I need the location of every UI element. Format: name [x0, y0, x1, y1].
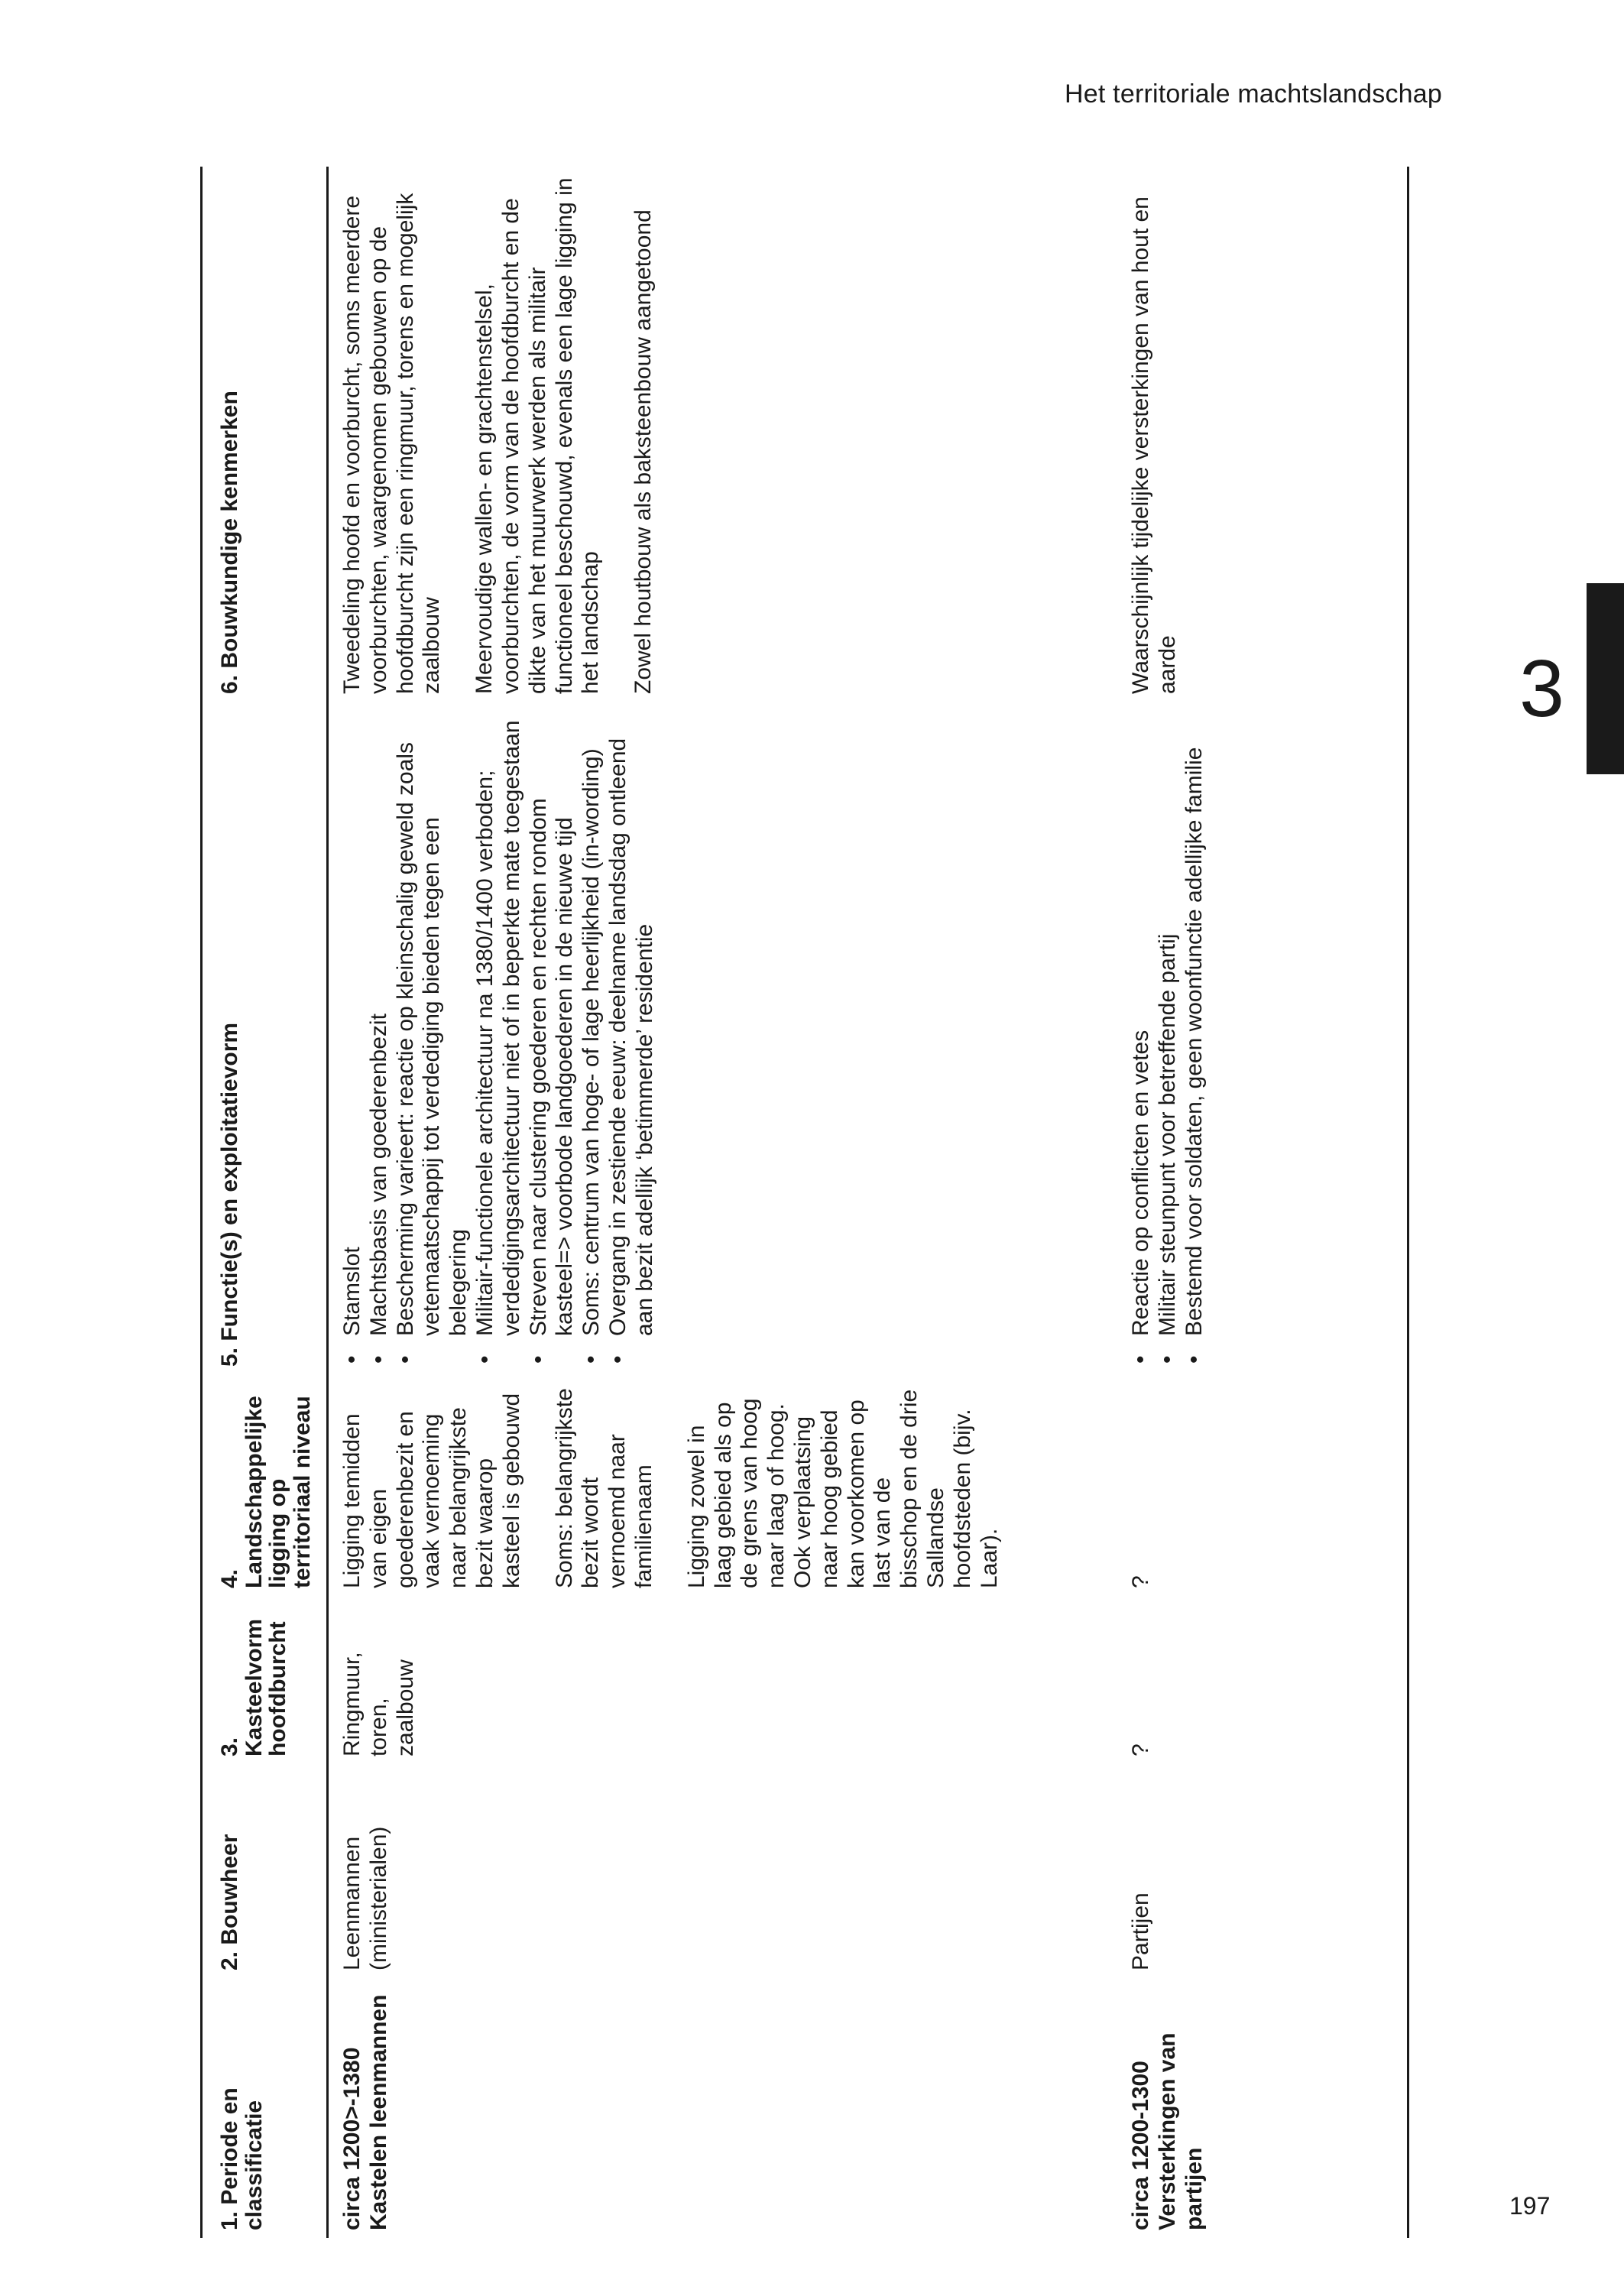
- list-item: [472, 709, 526, 1367]
- bullet-icon: •: [339, 1355, 365, 1364]
- list-item: [1128, 709, 1155, 1367]
- castle-form-cell: Ringmuur, toren, zaalbouw: [339, 1652, 418, 1756]
- table-row: [328, 167, 1118, 2238]
- bullet-icon: •: [605, 1355, 630, 1364]
- features-paragraph: Zowel houtbouw als baksteenbouw aangetoond: [630, 209, 656, 694]
- column-header-location: 4. Landschappelijke ligging op territoriaal niveau: [217, 1396, 315, 1588]
- rotated-table-container: [200, 167, 1515, 2238]
- list-item: [366, 709, 393, 1367]
- list-item: [339, 709, 366, 1367]
- column-header-period: 1. Periode en classificatie: [217, 2087, 267, 2230]
- page-number: 197: [1509, 2192, 1551, 2220]
- location-paragraph: ?: [1128, 1575, 1154, 1588]
- functions-list: [1128, 709, 1207, 1367]
- location-paragraph: Ligging temidden van eigen goederenbezit en vaak vernoeming naar belangrijkste bezit waarop kasteel is gebouwd: [339, 1393, 524, 1588]
- list-item: [1155, 709, 1182, 1367]
- chapter-tab: [1587, 583, 1624, 774]
- column-header-builder: 2. Bouwheer: [217, 1834, 242, 1970]
- list-item-text: Militair-functionele architectuur na 1380/1400 verboden; verdedigingsarchitectuur niet of in beperkte mate toegestaan: [472, 720, 524, 1336]
- list-item-text: Machtsbasis van goederenbezit: [365, 1014, 391, 1336]
- castle-classification-table: [200, 167, 1409, 2238]
- list-item-text: Streven naar clustering goederen en rechten rondom kasteel=> voorbode landgoederen in de nieuwe tijd: [525, 798, 578, 1336]
- list-item-text: Reactie op conflicten en vetes: [1128, 1030, 1154, 1336]
- bullet-icon: •: [365, 1355, 391, 1364]
- bullet-icon: •: [579, 1355, 605, 1364]
- functions-cell: [1117, 702, 1408, 1374]
- location-cell: [328, 1374, 1118, 1596]
- list-item: [1182, 709, 1208, 1367]
- table-row: [1117, 167, 1408, 2238]
- column-header-features: 6. Bouwkundige kenmerken: [217, 391, 242, 694]
- list-item-text: Militair steunpunt voor betreffende partij: [1155, 933, 1181, 1336]
- period-cell: circa 1200-1300 Versterkingen van partijen: [1128, 2032, 1207, 2230]
- period-cell: circa 1200>-1380 Kastelen leenmannen: [339, 1994, 391, 2230]
- castle-form-cell: ?: [1128, 1743, 1154, 1756]
- table-header-row: [202, 167, 328, 2238]
- list-item-text: Bescherming varieert: reactie op kleinschalig geweld zoals vetemaatschappij tot verdediging bieden tegen een belegering: [392, 741, 472, 1336]
- bullet-icon: •: [1128, 1355, 1154, 1364]
- features-paragraph: Waarschijnlijk tijdelijke versterkingen van hout en aarde: [1128, 196, 1181, 694]
- bullet-icon: •: [1181, 1355, 1207, 1364]
- chapter-number: 3: [1519, 644, 1564, 734]
- location-cell: [1117, 1374, 1408, 1596]
- running-header: Het territoriale machtslandschap: [1065, 79, 1442, 109]
- list-item: [526, 709, 579, 1367]
- functions-cell: [328, 702, 1118, 1374]
- bullet-icon: •: [392, 1355, 418, 1364]
- builder-cell: Leenmannen (ministerialen): [339, 1826, 391, 1970]
- column-header-castle-form: 3. Kasteelvorm hoofdburcht: [217, 1618, 290, 1756]
- bullet-icon: •: [1155, 1355, 1181, 1364]
- list-item-text: Soms: centrum van hoge- of lage heerlijkheid (in-wording): [579, 748, 605, 1336]
- bullet-icon: •: [472, 1355, 498, 1364]
- features-cell: [1117, 167, 1408, 702]
- features-paragraph: Tweedeling hoofd en voorburcht, soms meerdere voorburchten, waargenomen gebouwen op de hoofdburcht zijn een ringmuur, torens en mogelijk zaalbouw: [339, 193, 445, 694]
- features-paragraph: Meervoudige wallen- en grachtenstelsel, voorburchten, de vorm van de hoofdburcht en de dikte van het muurwerk werden als militair functioneel beschouwd, evenals een lage ligging in het landschap: [472, 177, 604, 694]
- location-paragraph: Soms: belangrijkste bezit wordt vernoemd naar familienaam: [551, 1388, 656, 1588]
- column-header-functions: 5. Functie(s) en exploitatievorm: [217, 1022, 242, 1367]
- list-item: [579, 709, 605, 1367]
- list-item-text: Stamslot: [339, 1247, 365, 1336]
- bullet-icon: •: [525, 1355, 551, 1364]
- features-cell: [328, 167, 1118, 702]
- list-item: [393, 709, 472, 1367]
- list-item: [605, 709, 659, 1367]
- builder-cell: Partijen: [1128, 1892, 1154, 1970]
- list-item-text: Bestemd voor soldaten, geen woonfunctie adellijke familie: [1181, 747, 1207, 1336]
- list-item-text: Overgang in zestiende eeuw: deelname landsdag ontleend aan bezit adellijk ‘betimmerde’ residentie: [605, 738, 657, 1336]
- location-paragraph: Ligging zowel in laag gebied als op de grens van hoog naar laag of hoog. Ook verplaatsing naar hoog gebied kan voorkomen op last van de bisschop en de drie Sallandse hoofdsteden (bijv. Laar).: [683, 1389, 1002, 1588]
- functions-list: [339, 709, 659, 1367]
